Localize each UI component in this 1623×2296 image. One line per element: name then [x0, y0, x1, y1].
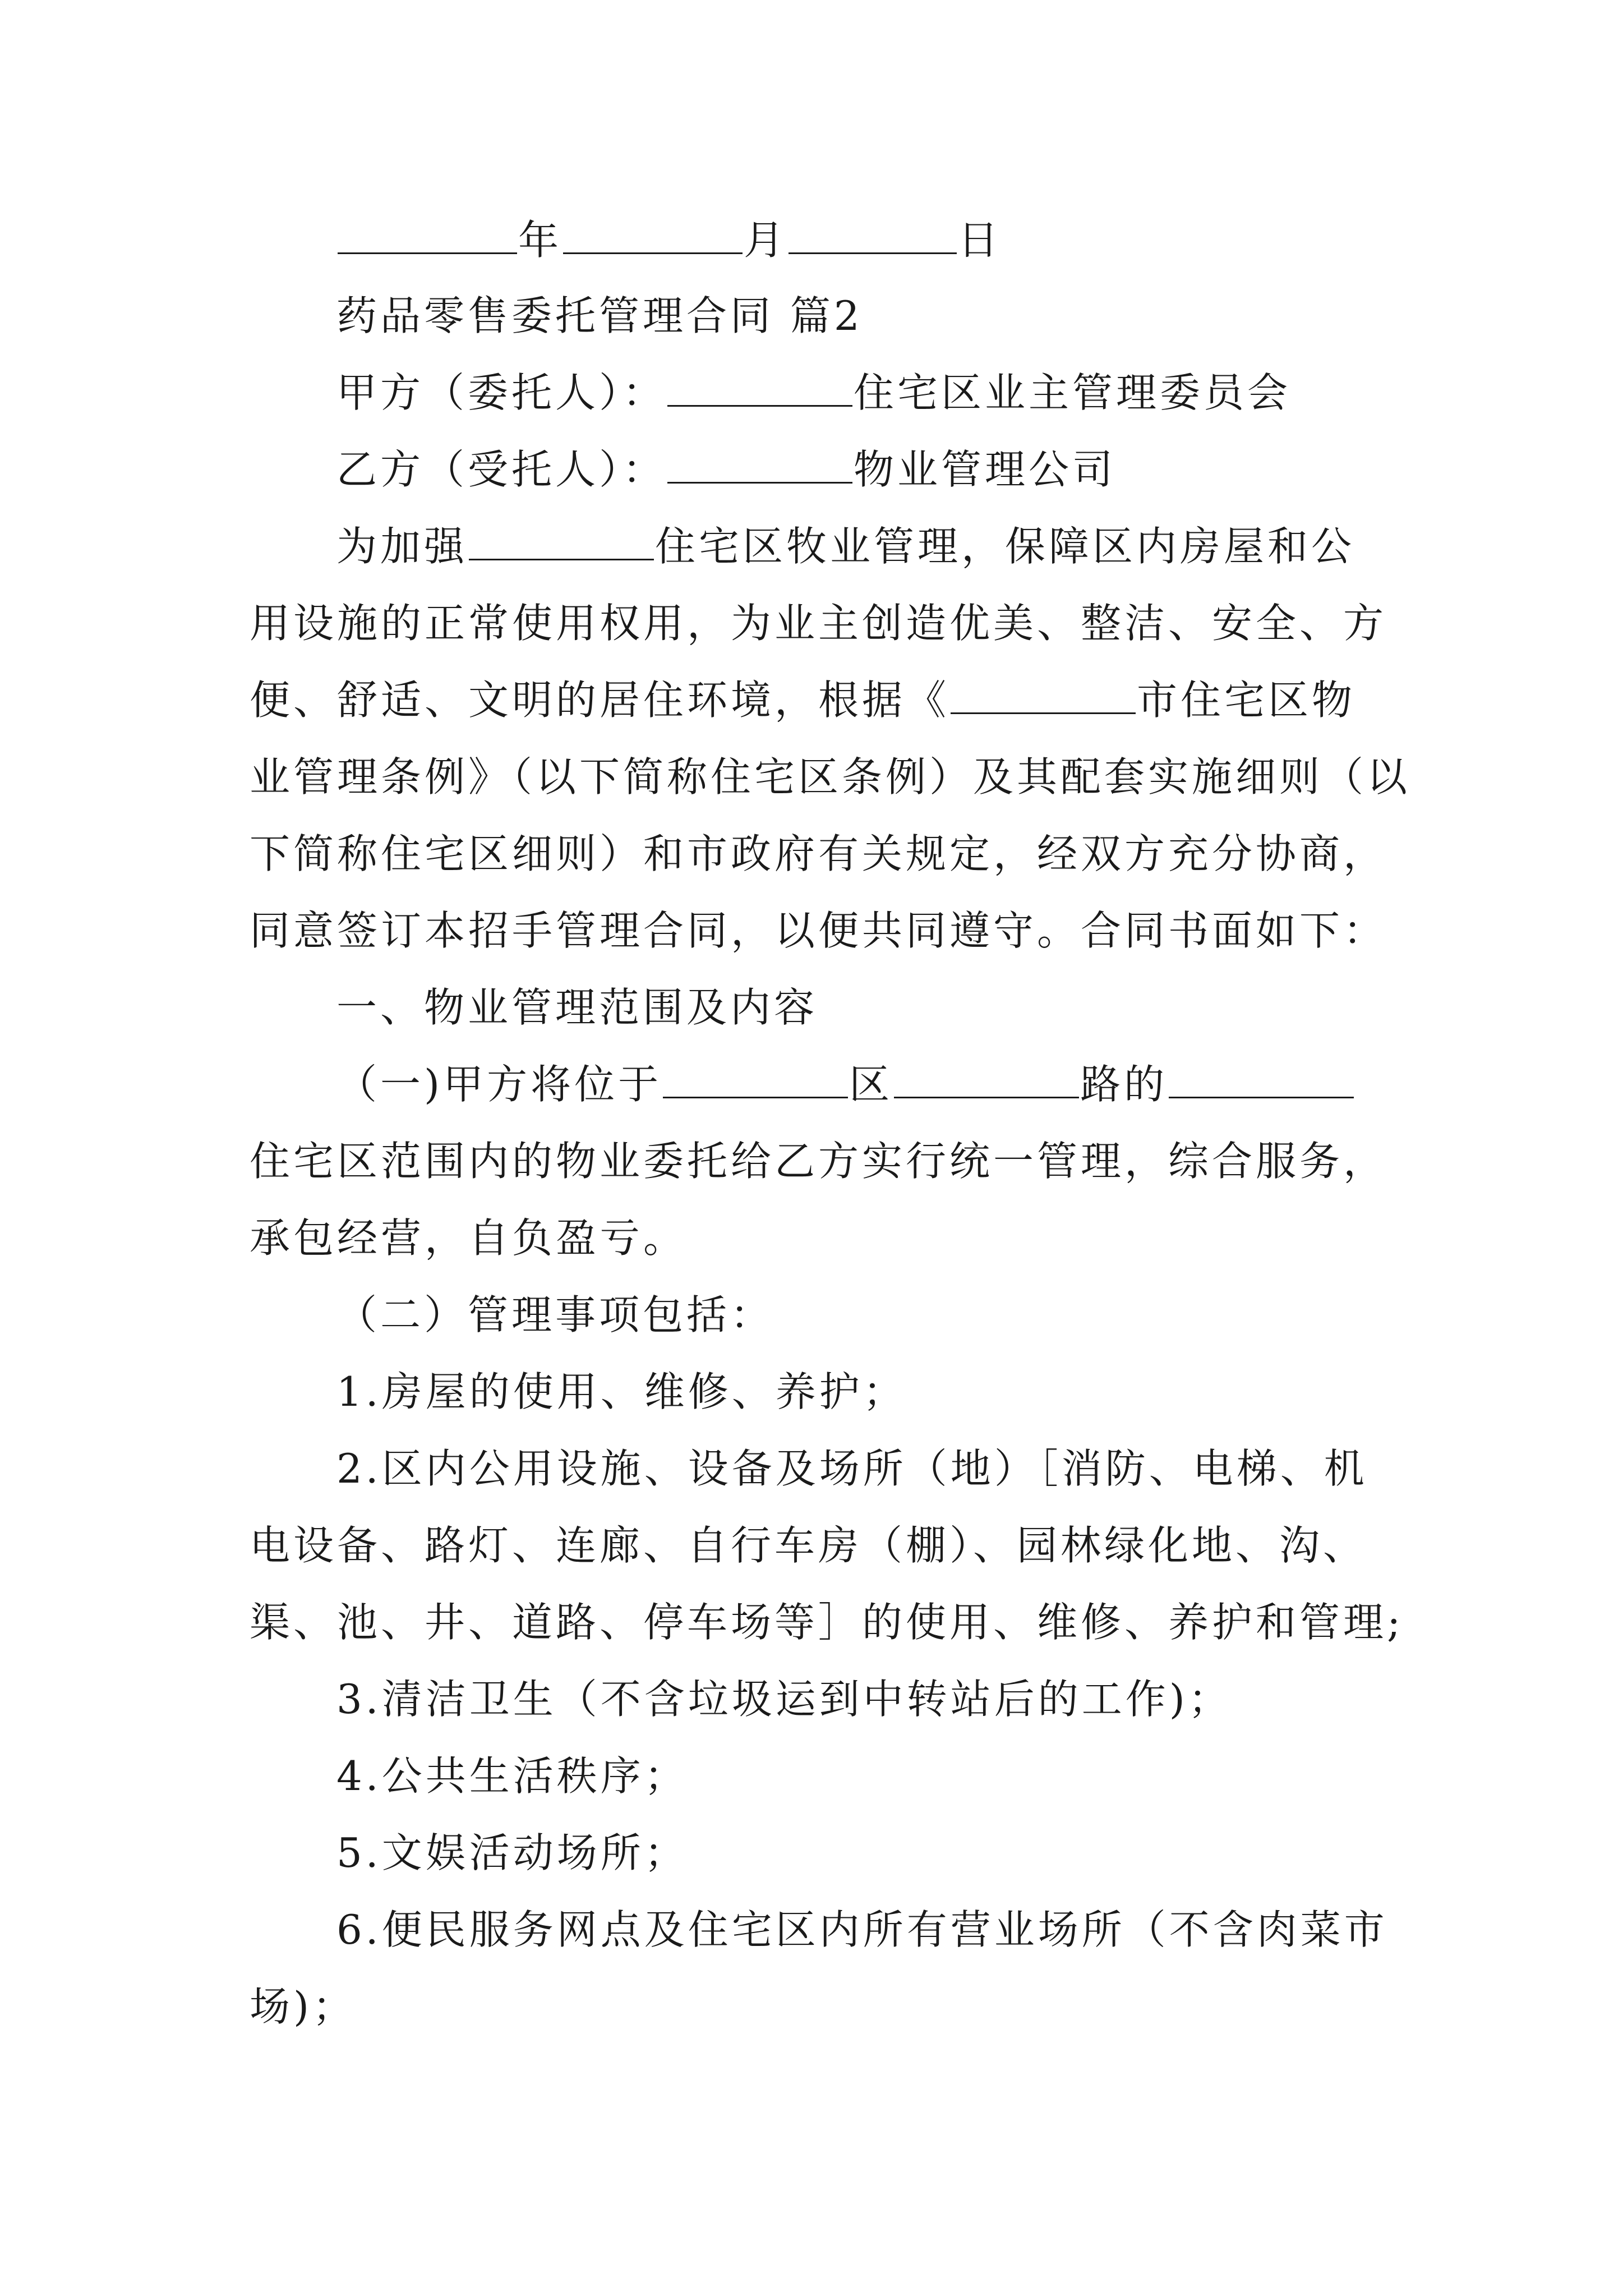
- item-6-line-1: 6.便民服务网点及住宅区内所有营业场所（不含肉菜市: [336, 1906, 1388, 1953]
- section-1-title: 一、物业管理范围及内容: [336, 984, 818, 1031]
- item-4: 4.公共生活秩序；: [336, 1752, 688, 1800]
- district-label: 区: [849, 1061, 893, 1108]
- party-b-name: 物业管理公司: [854, 446, 1117, 493]
- intro-line-5: 下简称住宅区细则）和市政府有关规定，经双方充分协商，: [250, 830, 1387, 877]
- party-a-blank: [667, 370, 852, 407]
- party-b-line: [336, 443, 1116, 496]
- road-label: 路的: [1080, 1061, 1168, 1108]
- party-b-blank: [667, 447, 852, 484]
- clause-2-title: （二）管理事项包括：: [336, 1291, 774, 1338]
- intro-l3-suffix: 市住宅区物: [1137, 677, 1356, 724]
- district-blank: [663, 1062, 848, 1098]
- clause-1-line-3: 承包经营，自负盈亏。: [250, 1214, 688, 1262]
- estate-blank: [1169, 1062, 1354, 1098]
- day-label: 日: [958, 217, 1002, 264]
- month-blank: [563, 218, 743, 254]
- intro-blank-2: [951, 678, 1136, 714]
- item-2-line-1: 2.区内公用设施、设备及场所（地）［消防、电梯、机: [336, 1445, 1368, 1492]
- item-5: 5.文娱活动场所；: [336, 1829, 688, 1876]
- year-blank: [338, 218, 517, 254]
- intro-suffix: 住宅区牧业管理，保障区内房屋和公: [655, 523, 1355, 570]
- intro-line-2: 用设施的正常使用权用，为业主创造优美、整洁、安全、方: [250, 600, 1387, 647]
- intro-blank-1: [469, 524, 654, 560]
- year-label: 年: [518, 217, 562, 264]
- party-b-label: 乙方（受托人）：: [336, 446, 667, 493]
- intro-line-1: [336, 519, 1355, 573]
- item-6-line-2: 场)；: [250, 1983, 357, 2030]
- party-a-name: 住宅区业主管理委员会: [854, 369, 1292, 416]
- date-line: [336, 213, 1002, 267]
- intro-line-4: 业管理条例》（以下简称住宅区条例）及其配套实施细则（以: [250, 753, 1411, 800]
- intro-line-3: [250, 673, 1355, 727]
- item-2-line-2: 电设备、路灯、连廊、自行车房（棚）、园林绿化地、沟、: [250, 1522, 1367, 1569]
- intro-line-6: 同意签订本招手管理合同，以便共同遵守。合同书面如下：: [250, 907, 1387, 954]
- clause-1-prefix: （一)甲方将位于: [336, 1061, 662, 1108]
- road-blank: [894, 1062, 1079, 1098]
- intro-l3-prefix: 便、舒适、文明的居住环境，根据《: [250, 677, 950, 724]
- intro-prefix: 为加强: [336, 523, 468, 570]
- item-2-line-3: 渠、池、井、道路、停车场等］的使用、维修、养护和管理;: [250, 1599, 1404, 1646]
- party-a-label: 甲方（委托人）：: [336, 369, 667, 416]
- item-3: 3.清洁卫生（不含垃圾运到中转站后的工作)；: [336, 1676, 1232, 1723]
- day-blank: [789, 218, 957, 254]
- clause-1-line-2: 住宅区范围内的物业委托给乙方实行统一管理，综合服务，: [250, 1138, 1387, 1185]
- document-heading: 药品零售委托管理合同 篇2: [336, 292, 863, 339]
- party-a-line: [336, 366, 1291, 420]
- item-1: 1.房屋的使用、维修、养护；: [336, 1368, 907, 1415]
- clause-1-line-1: [336, 1057, 1355, 1111]
- month-label: 月: [744, 217, 788, 264]
